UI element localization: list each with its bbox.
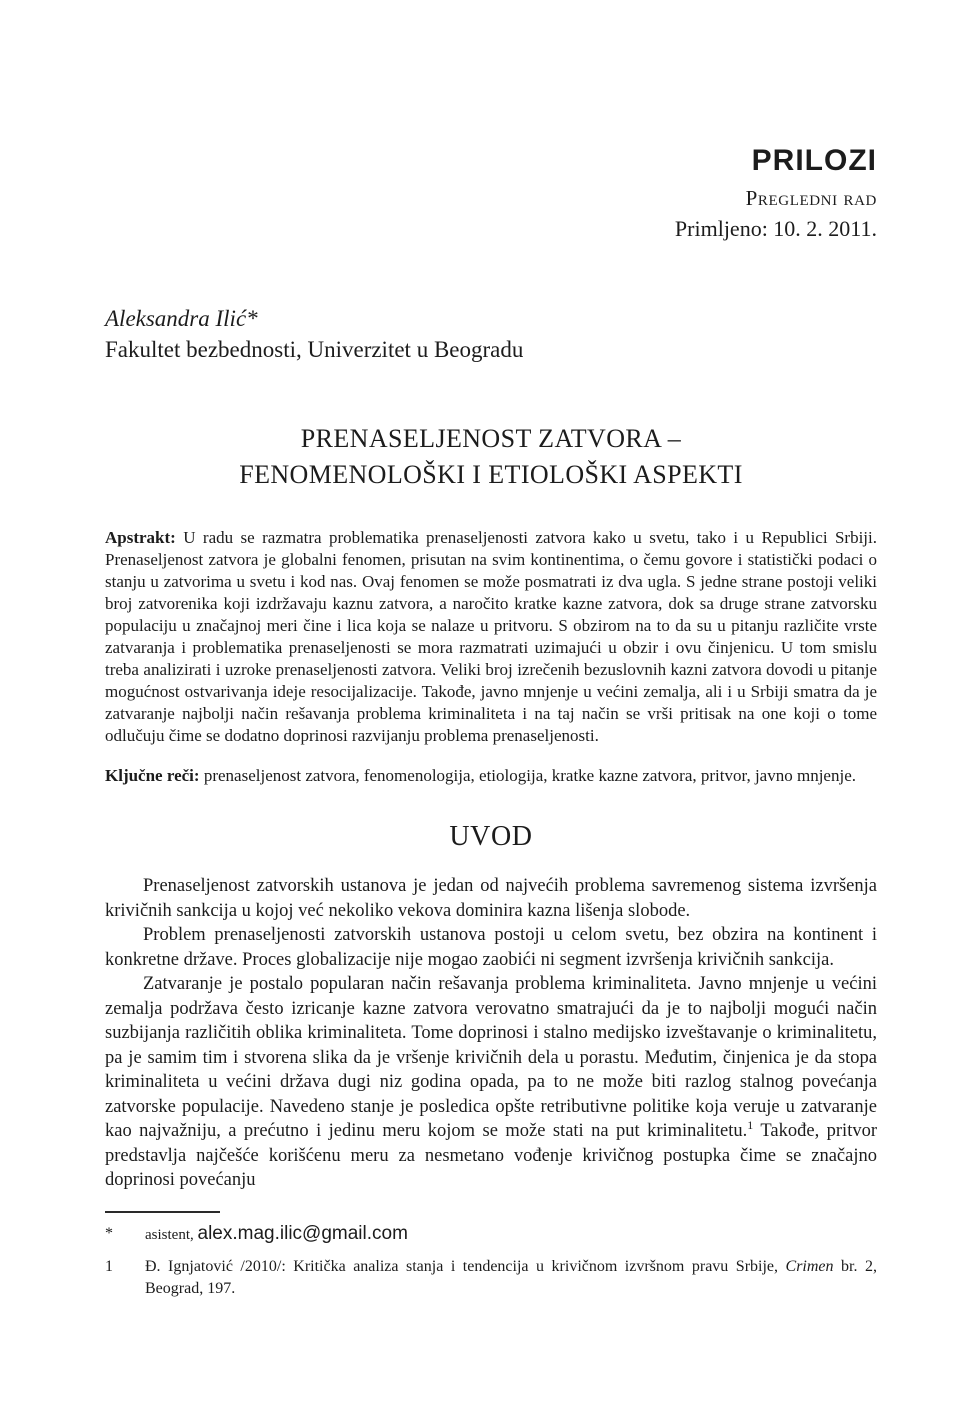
journal-section-label: PRILOZI	[751, 144, 877, 177]
received-date: Primljeno: 10. 2. 2011.	[674, 216, 877, 241]
masthead	[105, 146, 877, 241]
article-title-line1: PRENASELJENOST ZATVORA –	[300, 424, 682, 453]
keywords-label: Ključne reči:	[105, 766, 200, 785]
intro-paragraph-1: Prenaseljenost zatvorskih ustanova je jedan od najvećih problema savremenog sistema izvršenja krivičnih sankcija u kojoj već nekoliko vekova dominira kazna lišenja slobode.	[105, 876, 877, 921]
footnote-1-text-end: br. 2, Beograd, 197.	[145, 1257, 877, 1297]
footnote-1-marker: 1	[105, 1257, 113, 1275]
article-type-label: Pregledni rad	[745, 186, 877, 210]
footnote-star-text: asistent,	[145, 1226, 198, 1243]
footnote-1-body	[145, 1256, 877, 1300]
article-title	[105, 421, 877, 493]
abstract	[105, 527, 877, 747]
footnote-star-body	[145, 1223, 877, 1246]
author-block	[105, 303, 877, 365]
footnote-star-email: alex.mag.ilic@gmail.com	[197, 1222, 408, 1244]
section-heading-uvod: UVOD	[449, 821, 533, 852]
author-name: Aleksandra Ilić*	[105, 306, 258, 331]
keywords-text: prenaseljenost zatvora, fenomenologija, etiologija, kratke kazne zatvora, pritvor, javno mnjenje.	[199, 766, 856, 785]
author-affiliation: Fakultet bezbednosti, Univerzitet u Beogradu	[105, 337, 524, 362]
intro-paragraph-2: Problem prenaseljenosti zatvorskih ustanova postoji u celom svetu, bez obzira na kontinent i konkretne države. Proces globalizacije nije mogao zaobići ni segment izvršenja krivičnih sankcija.	[105, 925, 877, 970]
abstract-text: U radu se razmatra problematika prenaseljenosti zatvora kako u svetu, tako i u Republici Srbiji. Prenaseljenost zatvora je globalni fenomen, prisutan na svim kontinentima, o čemu govore i statistički podaci o stanju u zatvorima u svetu i kod nas. Ovaj fenomen se može posmatrati iz dva ugla. S jedne strane postoji veliki broj zatvorenika koji izdržavaju kaznu zatvora, a naročito kratke kazne zatvora, dok sa druge strane zatvorsku populaciju u značajnoj meri čine i lica koja se nalaze u pritvoru. S obzirom na to da su u pitanju različite vrste zatvaranja i problematika prenaseljenosti se mora razmatrati uzimajući u obzir i ovu činjenicu. U tom smislu treba analizirati i uzroke prenaseljenosti zatvora. Veliki broj izrečenih bezuslovnih kazni zatvora dovodi u pitanje mogućnost ostvarivanja ideje resocijalizacije. Takođe, javno mnjenje u većini zemalja, ali i u Srbiji smatra da je zatvaranje najbolji način rešavanja problema kriminaliteta i na taj način se vrši pritisak na one koji o tome odlučuju čime se dodatno doprinosi razvijanju problema prenaseljenosti.	[105, 528, 877, 745]
article-title-line2: FENOMENOLOŠKI I ETIOLOŠKI ASPEKTI	[239, 460, 743, 489]
intro-paragraph-3	[105, 972, 877, 1193]
footnote-1-journal-name: Crimen	[785, 1257, 834, 1275]
footnote-1-text: Đ. Ignjatović /2010/: Kritička analiza stanja i tendencija u krivičnom izvršnom pravu Srbije,	[145, 1257, 786, 1275]
footnote-1	[105, 1256, 877, 1300]
footnote-star-marker: *	[105, 1224, 113, 1242]
intro-paragraph-3-continuation: Takođe, pritvor predstavlja najčešće korišćenu meru za nesmetano vođenje krivičnog postupka čime se značajno doprinosi povećanju	[105, 1121, 877, 1191]
keywords	[105, 763, 877, 789]
footnote-separator-rule	[105, 1211, 220, 1213]
abstract-label: Apstrakt:	[105, 528, 176, 547]
intro-paragraph-3-text: Zatvaranje je postalo popularan način rešavanja problema kriminaliteta. Javno mnjenje u većini zemalja podržava često izricanje kazne zatvora verovatno smatrajući da je to najbolji mogući način suzbijanja različitih oblika kriminaliteta. Tome doprinosi i stalno medijsko izveštavanje o kriminalitetu, pa je samim tim i stvorena slika da je vršenje krivičnih dela u porastu. Međutim, činjenica je da stopa kriminaliteta u većini država dugi niz godina opada, pa to ne može biti razlog stalnog povećanja zatvorske populacije. Navedeno stanje je posledica opšte retributivne politike koja veruje u zatvaranje kao najvažniju, a prećutno i jedinu meru kojom se može stati na put kriminalitetu.	[105, 974, 877, 1142]
footnote-star	[105, 1223, 877, 1246]
footnote-reference-1: 1	[747, 1118, 754, 1133]
